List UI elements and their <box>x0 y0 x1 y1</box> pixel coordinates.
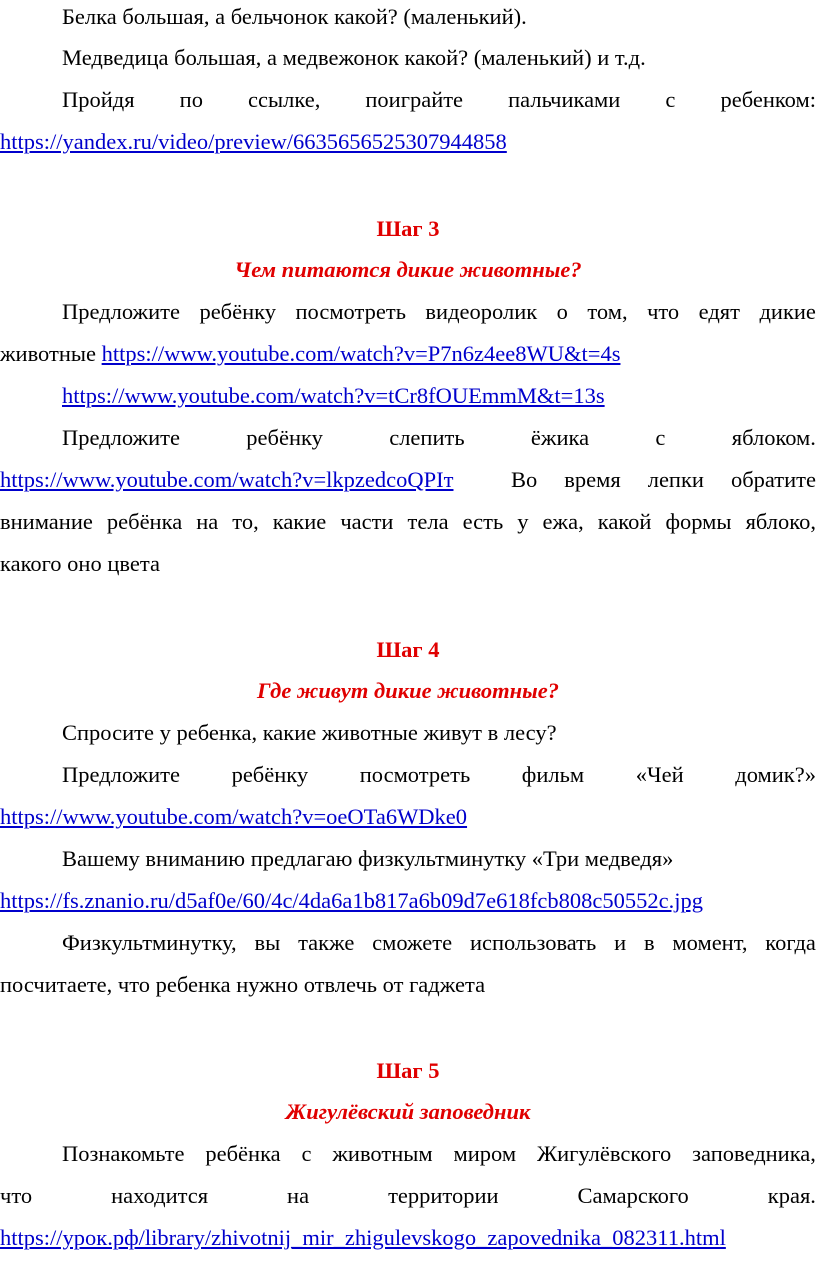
word: с <box>301 1141 312 1166</box>
word: ребёнку <box>231 762 309 787</box>
word: лепки <box>647 467 704 492</box>
word: части <box>340 509 394 534</box>
justified-line <box>62 298 816 326</box>
link-urok-rf[interactable]: https://урок.рф/library/zhivotnij_mir_zhigulevskogo_zapovednika_082311.html <box>0 1225 726 1250</box>
word: формы <box>665 509 732 534</box>
paragraph: посчитаете, что ребенка нужно отвлечь от гаджета <box>0 972 486 997</box>
word: «Чей <box>635 762 684 787</box>
justified-line <box>62 761 816 789</box>
link-line <box>62 382 605 410</box>
word: ежа, <box>542 509 584 534</box>
justified-line <box>0 508 816 536</box>
word: по <box>179 87 203 112</box>
paragraph: Вашему вниманию предлагаю физкультминутку «Три медведя» <box>62 846 674 871</box>
word: Во <box>511 467 538 492</box>
step-4-subheading: Где живут дикие животные? <box>256 678 560 703</box>
word: когда <box>765 930 816 955</box>
word: поиграйте <box>365 87 464 112</box>
justified-line <box>0 1182 816 1210</box>
word: животным <box>332 1141 433 1166</box>
word: сможете <box>372 930 453 955</box>
word: что <box>647 299 680 324</box>
word: какие <box>272 509 327 534</box>
word: Познакомьте <box>62 1141 185 1166</box>
word: также <box>298 930 355 955</box>
link-znanio[interactable]: https://fs.znanio.ru/d5af0e/60/4c/4da6a1b817a6b09d7e618fcb808c50552c.jpg <box>0 888 703 913</box>
justified-line <box>62 929 816 957</box>
link-yandex-video[interactable]: https://yandex.ru/video/preview/6635656525307944858 <box>0 129 507 154</box>
word: на <box>287 1183 310 1208</box>
justified-line <box>0 466 816 494</box>
text-fragment: животные <box>0 341 96 366</box>
word: яблоком. <box>731 425 816 450</box>
step-5-heading: Шаг 5 <box>376 1058 440 1083</box>
word: время <box>564 467 621 492</box>
justified-line <box>62 86 816 114</box>
paragraph: Белка большая, а бельчонок какой? (маленький). <box>62 4 527 29</box>
word: миром <box>453 1141 517 1166</box>
word: ребёнка <box>106 509 183 534</box>
word: заповедника, <box>692 1141 816 1166</box>
step-3-heading: Шаг 3 <box>376 216 440 241</box>
justified-line <box>62 424 816 452</box>
word: посмотреть <box>295 299 406 324</box>
step-5-subheading: Жигулёвский заповедник <box>285 1099 531 1124</box>
word: едят <box>698 299 740 324</box>
paragraph: какого оно цвета <box>0 551 160 576</box>
word: с <box>665 87 676 112</box>
word: ребёнку <box>246 425 323 450</box>
word: Физкультминутку, <box>62 930 237 955</box>
paragraph: Медведица большая, а медвежонок какой? (маленький) и т.д. <box>62 45 646 70</box>
word: том, <box>587 299 628 324</box>
word: с <box>655 425 666 450</box>
word: ребёнка <box>205 1141 281 1166</box>
step-4-heading: Шаг 4 <box>376 637 440 662</box>
link-youtube-2[interactable]: https://www.youtube.com/watch?v=tCr8fOUEmmM&t=13s <box>62 383 605 408</box>
link-line <box>0 803 467 831</box>
word: тела <box>407 509 449 534</box>
word: у <box>517 509 529 534</box>
word: что <box>0 1183 33 1208</box>
word: Предложите <box>62 299 180 324</box>
word: края. <box>767 1183 816 1208</box>
step-3-subheading: Чем питаются дикие животные? <box>234 257 582 282</box>
word: яблоко, <box>745 509 816 534</box>
word: слепить <box>389 425 465 450</box>
word: в <box>643 930 655 955</box>
justified-line <box>62 1140 816 1168</box>
word: ёжика <box>530 425 590 450</box>
link-line <box>0 128 507 156</box>
word-group <box>511 466 816 494</box>
link-youtube-4[interactable]: https://www.youtube.com/watch?v=oeOTa6WDke0 <box>0 804 468 829</box>
word: внимание <box>0 509 93 534</box>
link-youtube-3[interactable]: https://www.youtube.com/watch?v=lkpzedcoQPIт <box>0 467 454 492</box>
text-line <box>0 340 620 368</box>
word: территории <box>388 1183 499 1208</box>
word: видеоролик <box>425 299 538 324</box>
word: пальчиками <box>508 87 621 112</box>
word: какой <box>597 509 652 534</box>
word: о <box>556 299 568 324</box>
word: фильм <box>521 762 585 787</box>
word: Жигулёвского <box>536 1141 672 1166</box>
paragraph: Спросите у ребенка, какие животные живут в лесу? <box>62 720 557 745</box>
word: Самарского <box>577 1183 689 1208</box>
word: на <box>196 509 219 534</box>
word: вы <box>254 930 281 955</box>
word: и <box>614 930 627 955</box>
word: ссылке, <box>248 87 321 112</box>
link-line <box>0 1224 726 1252</box>
word: находится <box>111 1183 209 1208</box>
link-line <box>0 887 703 915</box>
word: Предложите <box>62 425 180 450</box>
word: дикие <box>759 299 816 324</box>
word: обратите <box>730 467 816 492</box>
word: есть <box>462 509 504 534</box>
word: момент, <box>672 930 748 955</box>
word: Пройдя <box>62 87 135 112</box>
word: ребенком: <box>720 87 816 112</box>
word: посмотреть <box>359 762 471 787</box>
word: домик?» <box>735 762 816 787</box>
word: использовать <box>469 930 597 955</box>
word: Предложите <box>62 762 180 787</box>
word: то, <box>232 509 259 534</box>
link-youtube-1[interactable]: https://www.youtube.com/watch?v=P7n6z4ee8WU&t=4s <box>101 341 621 366</box>
word: ребёнку <box>199 299 277 324</box>
